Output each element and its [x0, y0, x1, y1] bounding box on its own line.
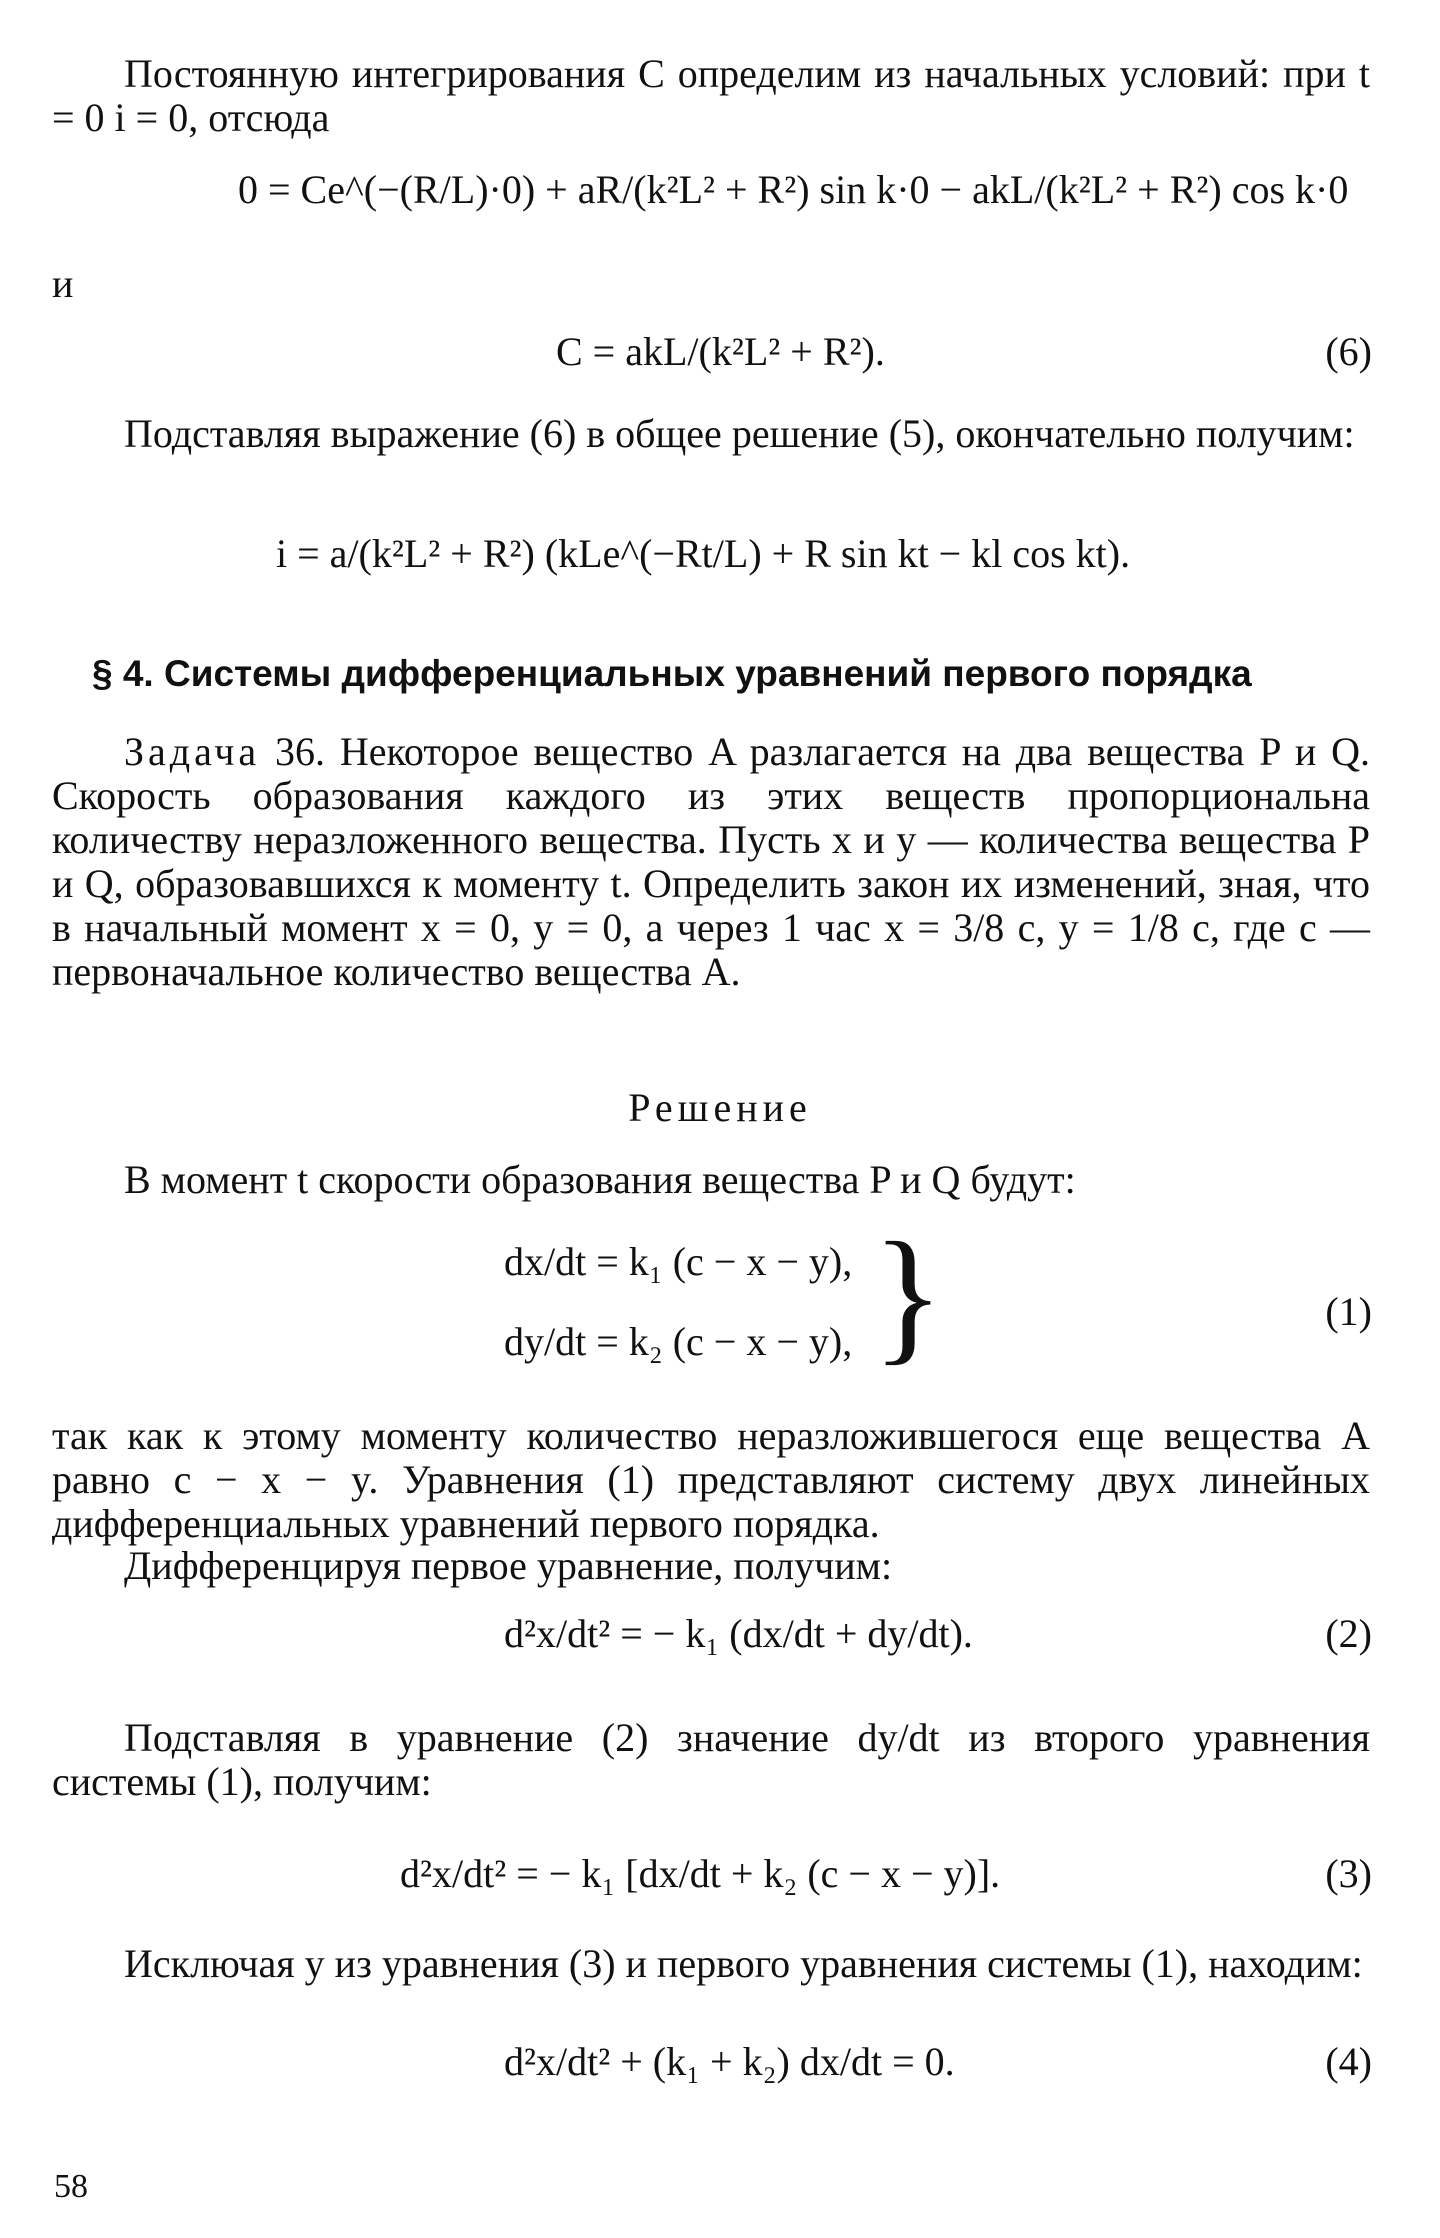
paragraph-substitute-dy: Подставляя в уравнение (2) значение dy/dt из второго уравнения системы (1), получим:	[52, 1715, 1370, 1804]
page-number: 58	[54, 2168, 88, 2205]
paragraph-substitution: Подставляя выражение (6) в общее решение (5), окончательно получим:	[124, 411, 1355, 456]
paragraph-eliminate-y: Исключая y из уравнения (3) и первого уравнения системы (1), находим:	[124, 1941, 1363, 1986]
system-1-line-1: dx/dt = k₁ (c − x − y),	[504, 1239, 853, 1284]
equation-6: C = akL/(k²L² + R²).	[556, 329, 885, 374]
equation-4: d²x/dt² + (k₁ + k₂) dx/dt = 0.	[504, 2039, 955, 2084]
equation-initial-substitution: 0 = Ce^(−(R/L)·0) + aR/(k²L² + R²) sin k·0 − akL/(k²L² + R²) cos k·0	[238, 167, 1349, 212]
equation-2: d²x/dt² = − k₁ (dx/dt + dy/dt).	[504, 1611, 973, 1656]
task-text: 36. Некоторое вещество A разлагается на два вещества P и Q. Скорость образования каждого из этих веществ пропорциональна количеству неразложенного вещества. Пусть x и y — количества вещества P и Q, образовавшихся к моменту t. Определить закон их изменений, зная, что в начальный момент x = 0, y = 0, а через 1 час x = 3/8 c, y = 1/8 c, где c — первоначальное количество вещества A.	[52, 729, 1370, 994]
system-1-line-2: dy/dt = k₂ (c − x − y),	[504, 1319, 853, 1364]
paragraph-rates: В момент t скорости образования вещества P и Q будут:	[124, 1157, 1076, 1202]
solution-title: Решение	[628, 1085, 812, 1130]
paragraph-initial-conditions: Постоянную интегрирования C определим из начальных условий: при t = 0 i = 0, отсюда	[52, 51, 1370, 140]
section-heading: § 4. Системы дифференциальных уравнений первого порядка	[92, 653, 1252, 694]
task-label: Задача	[124, 729, 261, 774]
equation-number-1: (1)	[1325, 1289, 1372, 1334]
equation-number-3: (3)	[1325, 1851, 1372, 1896]
paragraph-differentiate: Дифференцируя первое уравнение, получим:	[124, 1543, 893, 1588]
equation-number-4: (4)	[1325, 2039, 1372, 2084]
equation-number-2: (2)	[1325, 1611, 1372, 1656]
system-brace: }	[872, 1212, 944, 1378]
conjunction-and: и	[52, 261, 74, 306]
task-36-paragraph	[52, 730, 1370, 994]
paragraph-system-explanation: так как к этому моменту количество неразложившегося еще вещества A равно c − x − y. Уравнения (1) представляют систему двух линейных дифференциальных уравнений первого порядка.	[52, 1413, 1370, 1546]
equation-number-6: (6)	[1325, 329, 1372, 374]
equation-final-current: i = a/(k²L² + R²) (kLe^(−Rt/L) + R sin kt − kl cos kt).	[276, 531, 1131, 576]
equation-3: d²x/dt² = − k₁ [dx/dt + k₂ (c − x − y)].	[400, 1851, 1001, 1896]
